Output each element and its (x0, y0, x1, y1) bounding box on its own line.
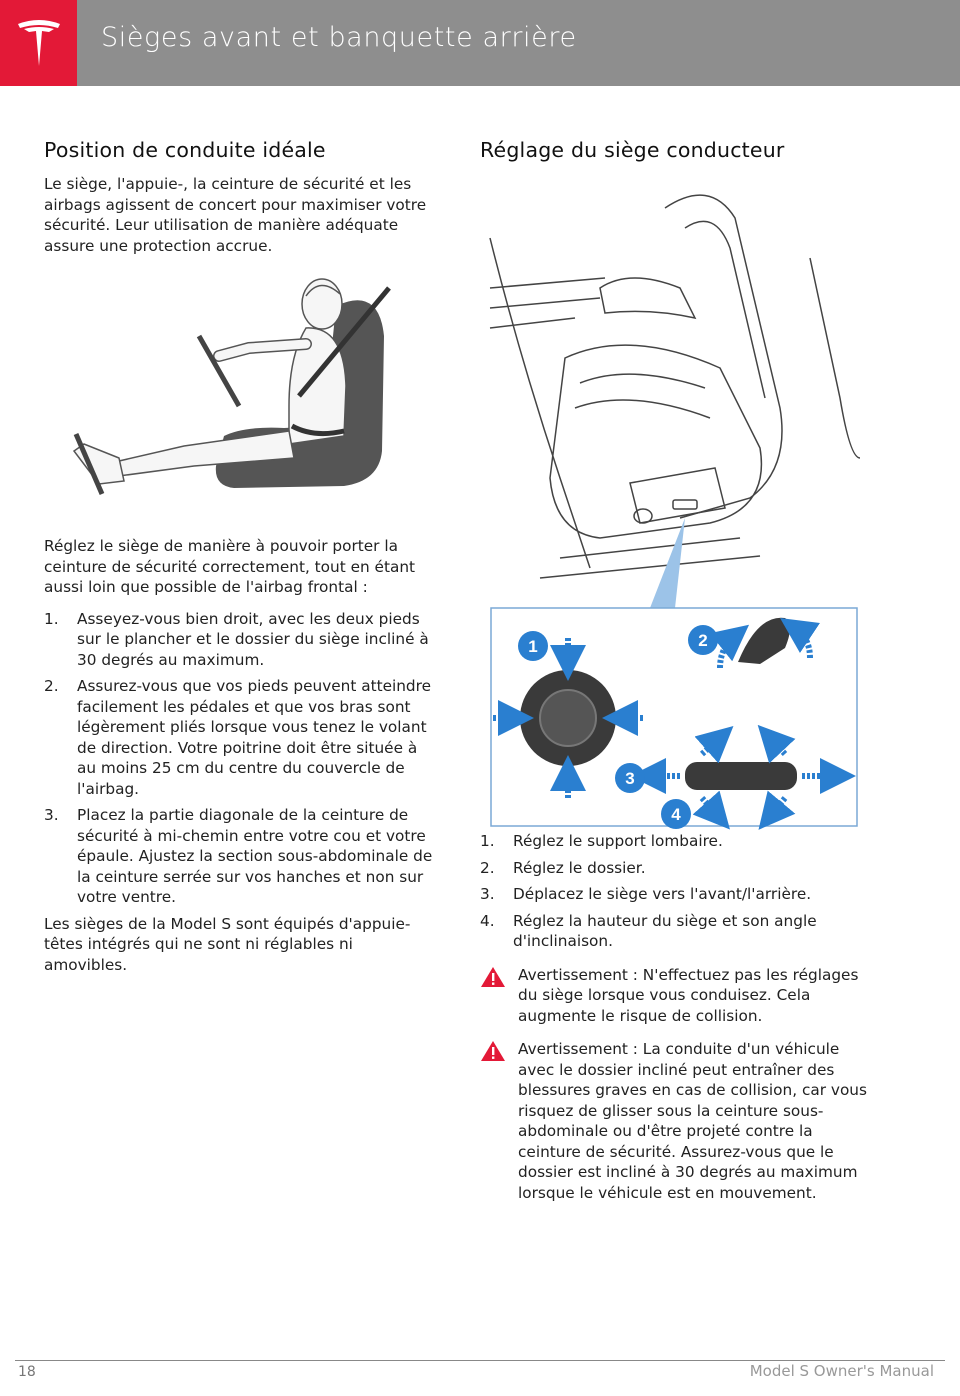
callout-1 (518, 631, 548, 661)
right-column (480, 138, 880, 1203)
callout-2 (688, 625, 718, 655)
step-text: Réglez le dossier. (513, 858, 646, 877)
step-text: Asseyez-vous bien droit, avec les deux pieds sur le plancher et le dossier du siège incliné à 30 degrés au maximum. (77, 609, 429, 669)
tesla-logo-icon (16, 18, 62, 68)
step-number: 1. (44, 609, 59, 628)
step-text: Placez la partie diagonale de la ceinture de sécurité à mi-chemin entre votre cou et votre épaule. Ajustez la section sous-abdominale de la ceinture serrée sur vos hanches et non sur votre ventre. (77, 806, 433, 906)
warning-triangle-icon (480, 965, 518, 1027)
footer-divider (15, 1360, 945, 1361)
step-number: 2. (44, 677, 59, 695)
callout-label: 4 (671, 805, 681, 824)
page-title: Sièges avant et banquette arrière (101, 22, 577, 53)
step-text: Réglez le support lombaire. (513, 832, 723, 850)
headrest-paragraph: Les sièges de la Model S sont équipés d'appuie-têtes intégrés qui ne sont ni réglables ni amovibles. (44, 914, 411, 974)
seat-steps-list (480, 831, 880, 952)
section-heading-driving-position: Position de conduite idéale (44, 138, 326, 162)
manual-name: Model S Owner's Manual (749, 1362, 934, 1380)
intro-paragraph: Le siège, l'appuie-, la ceinture de sécurité et les airbags agissent de concert pour maximiser votre sécurité. Leur utilisation de manière adéquate assure une protection accrue. (44, 175, 427, 255)
warning-box (480, 1039, 880, 1203)
section-heading-seat-adjust: Réglage du siège conducteur (480, 138, 785, 162)
left-column (44, 138, 439, 975)
adjust-paragraph: Réglez le siège de manière à pouvoir porter la ceinture de sécurité correctement, tout en étant aussi loin que possible de l'airbag frontal : (44, 537, 416, 596)
list-item (44, 609, 439, 671)
callout-label: 3 (625, 769, 635, 788)
warning-text: Avertissement : N'effectuez pas les réglages du siège lorsque vous conduisez. Cela augmente le risque de collision. (518, 965, 859, 1025)
callout-label: 1 (528, 637, 538, 656)
step-number: 3. (480, 885, 495, 903)
step-number: 4. (480, 911, 495, 930)
seat-controls-illustration (480, 178, 860, 824)
list-item (480, 831, 880, 852)
page-header (0, 0, 960, 86)
warning-triangle-icon (480, 1039, 518, 1203)
driving-steps-list (44, 609, 439, 908)
step-number: 1. (480, 832, 495, 850)
step-number: 2. (480, 858, 495, 877)
step-text: Déplacez le siège vers l'avant/l'arrière. (513, 885, 812, 903)
page-number: 18 (18, 1364, 36, 1380)
warning-box (480, 965, 880, 1027)
step-text: Réglez la hauteur du siège et son angle d'inclinaison. (513, 911, 817, 950)
step-text: Assurez-vous que vos pieds peuvent atteindre facilement les pédales et que vos bras sont légèrement pliés lorsque vous tenez le volant de direction. Votre poitrine doit être située à au moins 25 cm du centre du couvercle de l'airbag. (77, 677, 432, 798)
step-number: 3. (44, 806, 59, 824)
list-item (480, 911, 880, 952)
list-item (44, 805, 439, 908)
warning-text: Avertissement : La conduite d'un véhicule avec le dossier incliné peut entraîner des blessures graves en cas de collision, car vous risquez de glisser sous la ceinture sous-abdominale ou d'être projeté contre la ceinture de sécurité. Assurez-vous que le dossier est incliné à 30 degrés au maximum lorsque le véhicule est en mouvement. (518, 1040, 867, 1202)
driving-position-illustration (44, 266, 439, 506)
list-item (480, 884, 880, 905)
callout-label: 2 (698, 631, 708, 650)
callout-4 (661, 799, 691, 829)
tesla-logo (0, 0, 77, 86)
list-item (480, 858, 880, 879)
list-item (44, 676, 439, 799)
callout-3 (615, 763, 645, 793)
